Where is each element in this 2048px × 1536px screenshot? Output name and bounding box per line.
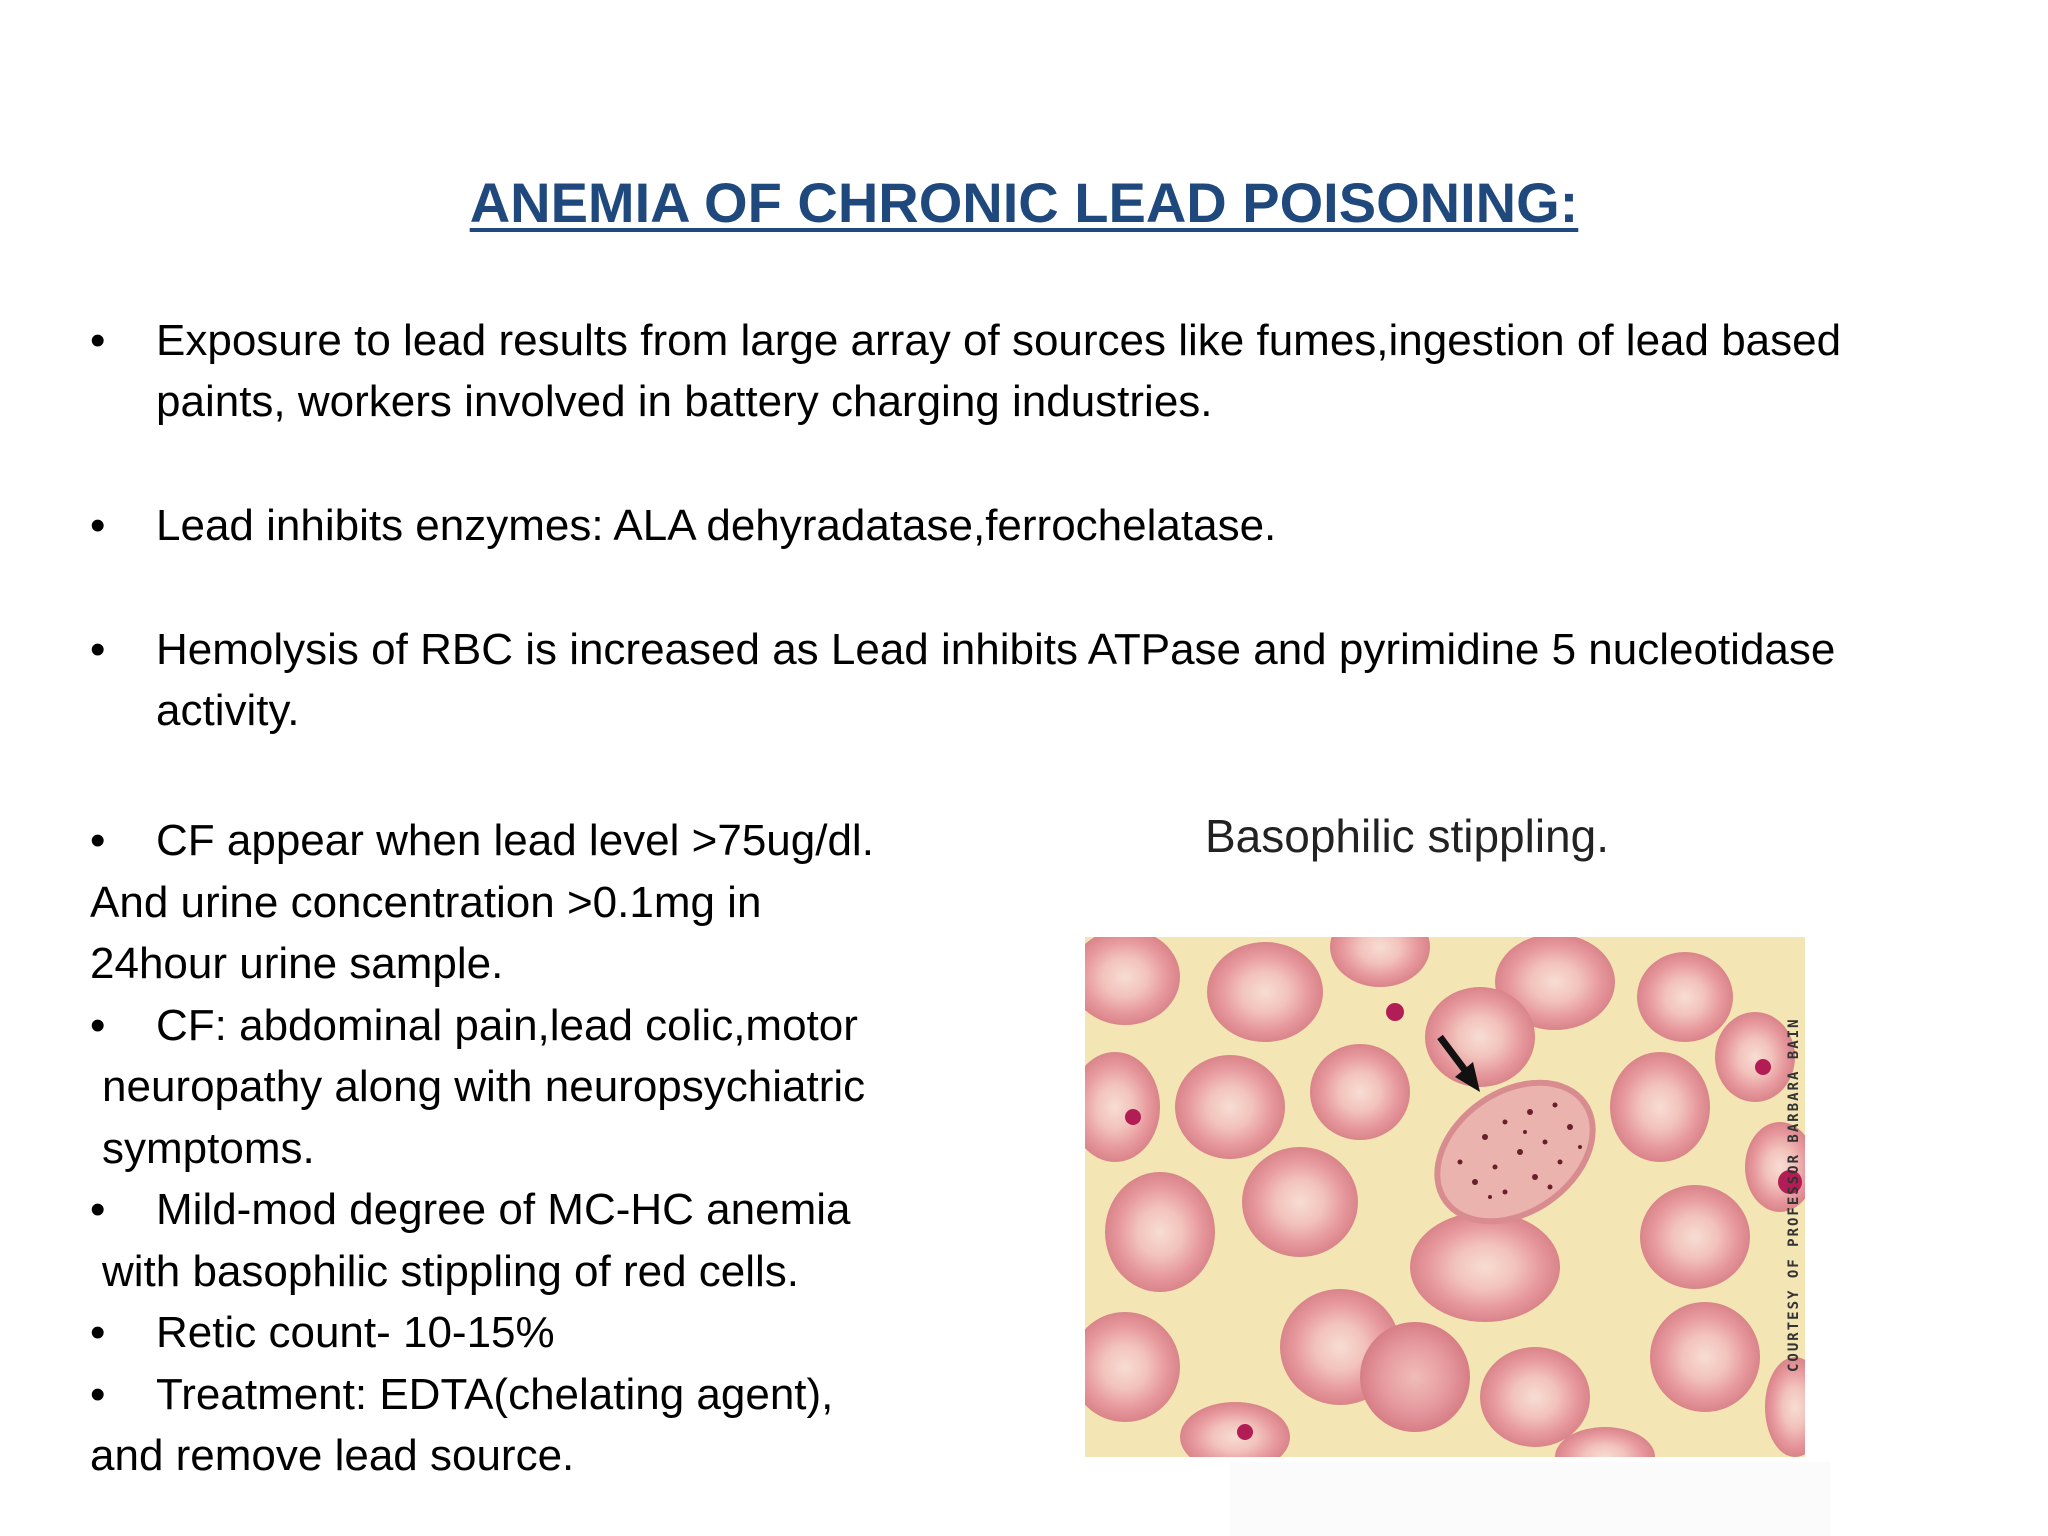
bullet-dot: • — [90, 501, 106, 550]
slide-title — [0, 168, 2048, 238]
bullet-item-lead-exposure — [90, 310, 1990, 432]
bullet-dot: • — [90, 816, 106, 865]
figure-caption: Basophilic stippling. — [1205, 810, 1610, 862]
bullet-text: Retic count- 10-15% — [156, 1308, 555, 1357]
bullet-item-hemolysis — [90, 619, 1990, 741]
text-line: neuropathy along with neuropsychiatric — [102, 1062, 866, 1111]
bullet-line — [90, 995, 990, 1057]
bullet-line — [90, 1179, 990, 1241]
slide-title-text: ANEMIA OF CHRONIC LEAD POISONING: — [469, 171, 1579, 234]
bullet-dot: • — [90, 625, 106, 674]
bullet-line: activity. — [156, 686, 300, 735]
text-line: and remove lead source. — [90, 1431, 575, 1480]
clinical-features-text — [90, 810, 990, 1487]
blood-smear-image — [1085, 937, 1805, 1457]
text-line: symptoms. — [102, 1123, 315, 1173]
text-line: with basophilic stippling of red cells. — [102, 1246, 800, 1296]
text-line: And urine concentration >0.1mg in — [90, 877, 762, 927]
bullet-line — [90, 1302, 990, 1364]
bullet-dot: • — [90, 1185, 106, 1234]
bullet-dot: • — [90, 1369, 106, 1419]
image-credit: COURTESY OF PROFESSOR BARBARA BAIN — [1786, 1017, 1802, 1372]
bullet-line — [90, 1364, 990, 1426]
bullet-dot: • — [90, 316, 106, 365]
bullet-line: Lead inhibits enzymes: ALA dehyradatase,ferrochelatase. — [156, 501, 1277, 550]
bullet-text: CF: abdominal pain,lead colic,motor — [156, 1000, 858, 1050]
bullet-text: CF appear when lead level >75ug/dl. — [156, 816, 874, 865]
image-shadow-strip — [1230, 1462, 1830, 1536]
bullet-line — [90, 810, 990, 872]
bullet-text: Treatment: EDTA(chelating agent), — [156, 1369, 834, 1419]
bullet-line: Exposure to lead results from large array of sources like fumes,ingestion of lead based — [156, 316, 1842, 365]
bullet-line: paints, workers involved in battery charging industries. — [156, 377, 1213, 426]
bullet-text: Mild-mod degree of MC-HC anemia — [156, 1185, 851, 1234]
bullet-dot: • — [90, 1000, 106, 1050]
bullet-dot: • — [90, 1308, 106, 1357]
blood-smear-micrograph — [1085, 937, 1805, 1457]
bullet-line: Hemolysis of RBC is increased as Lead inhibits ATPase and pyrimidine 5 nucleotidase — [156, 625, 1836, 674]
top-bullet-list — [90, 310, 1990, 804]
bullet-item-enzyme-inhibition — [90, 495, 1990, 556]
text-line: 24hour urine sample. — [90, 939, 504, 988]
